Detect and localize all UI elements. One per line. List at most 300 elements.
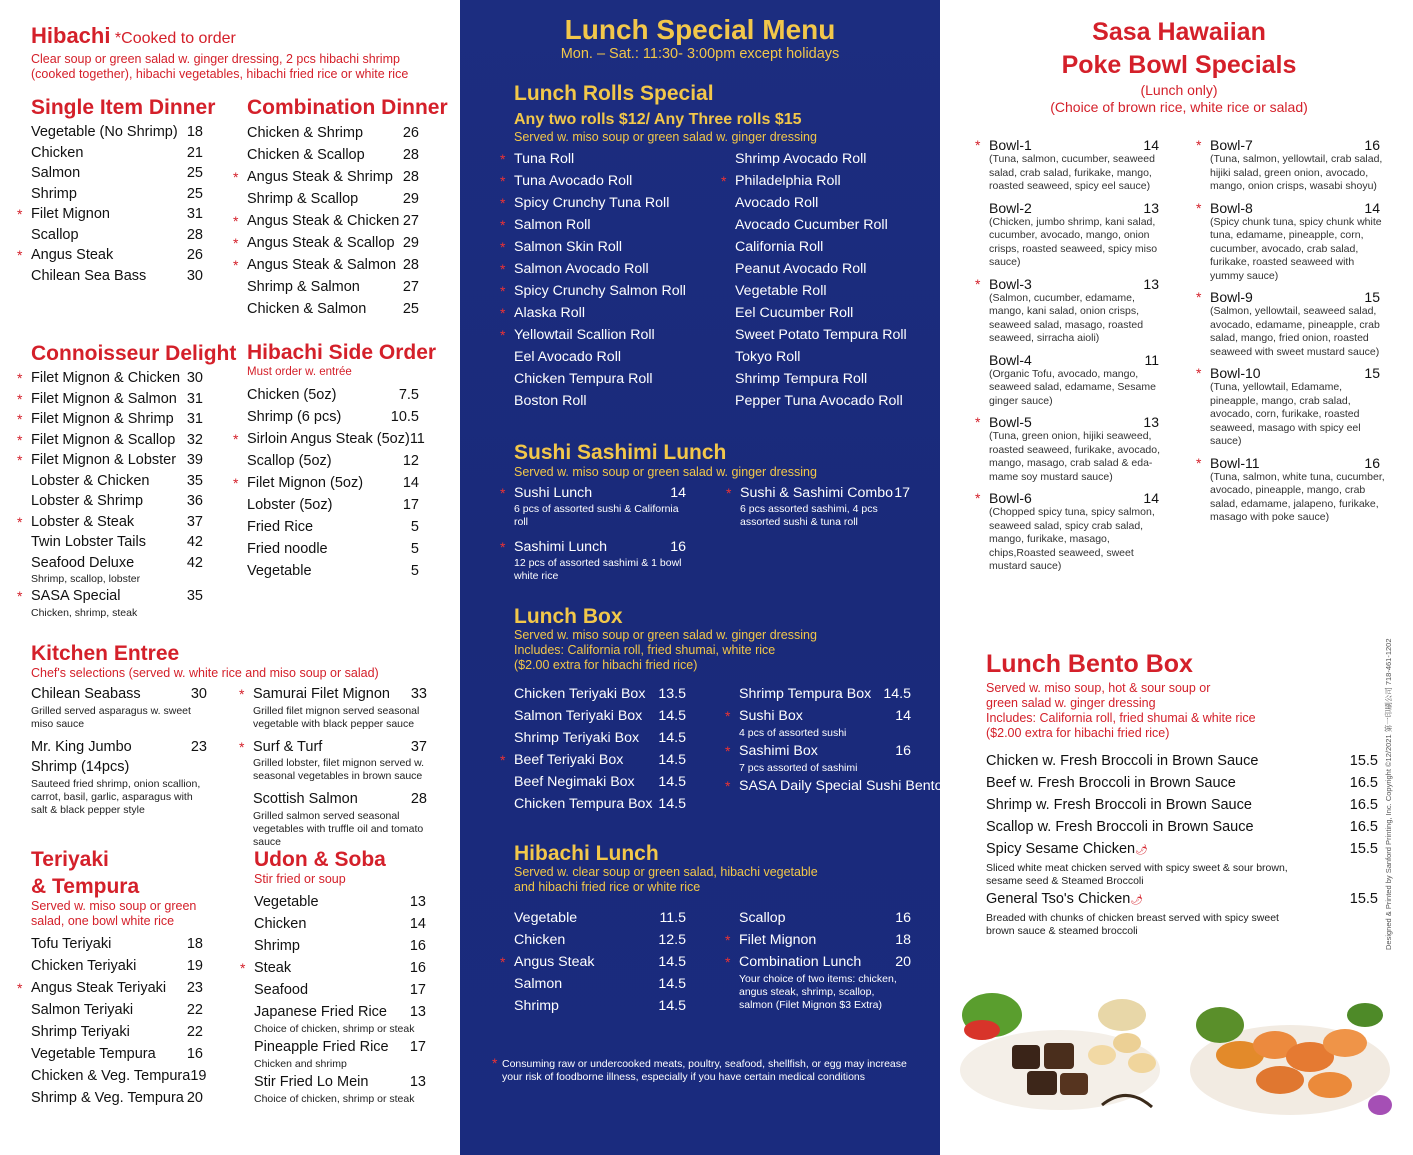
udon-title: Udon & Soba bbox=[254, 848, 386, 871]
menu-item-name: Bowl-10 * bbox=[1196, 365, 1261, 381]
menu-item-name: Chicken Tempura Roll bbox=[514, 371, 653, 387]
menu-item-price: 16 bbox=[409, 960, 426, 976]
menu-item bbox=[514, 973, 686, 995]
menu-item-name: Chicken Tempura Box bbox=[514, 796, 653, 812]
menu-item-name: Angus Steak Teriyaki * bbox=[31, 977, 166, 999]
menu-item-row bbox=[500, 749, 686, 771]
menu-item-price: 7.5 bbox=[398, 387, 419, 403]
menu-item-row bbox=[247, 384, 419, 406]
menu-item-name: Chicken bbox=[514, 932, 566, 948]
menu-item bbox=[31, 225, 203, 246]
menu-item bbox=[17, 430, 203, 451]
menu-item-name: Avocado Cucumber Roll bbox=[735, 217, 888, 233]
menu-item-name: Lobster & Shrimp bbox=[31, 493, 144, 509]
menu-item-price: 15.5 bbox=[1349, 841, 1378, 857]
menu-item-row bbox=[247, 122, 419, 144]
menu-item-name: General Tso's Chicken🌶 bbox=[986, 891, 1144, 907]
menu-item-price: 37 bbox=[410, 738, 427, 755]
menu-item-name: Salmon Avocado Roll * bbox=[514, 258, 649, 280]
menu-item-row bbox=[31, 684, 207, 705]
sushi-left-list bbox=[500, 483, 686, 591]
menu-item bbox=[989, 200, 1159, 270]
box-title: Lunch Box bbox=[514, 605, 623, 628]
menu-item-price: 16.5 bbox=[1349, 819, 1378, 835]
bento-title: Lunch Bento Box bbox=[986, 650, 1193, 678]
menu-item-name: Sushi Box * bbox=[739, 705, 803, 727]
menu-item-name: Sweet Potato Tempura Roll bbox=[735, 327, 907, 343]
star-marker: * bbox=[725, 708, 731, 724]
sushi-right-list bbox=[726, 483, 910, 537]
menu-item-price: 30 bbox=[190, 686, 207, 702]
menu-item bbox=[247, 384, 419, 406]
menu-item-row bbox=[17, 977, 203, 999]
rolls-right-list bbox=[721, 148, 935, 412]
menu-item-row bbox=[975, 137, 1159, 153]
menu-item-row bbox=[233, 232, 419, 254]
teriyaki-list bbox=[17, 933, 207, 1109]
menu-item-desc: 4 pcs of assorted sushi bbox=[739, 727, 847, 739]
menu-item-row bbox=[240, 957, 426, 979]
menu-item bbox=[247, 450, 419, 472]
menu-item-price: 25 bbox=[402, 301, 419, 317]
menu-item bbox=[247, 122, 419, 144]
rolls-offer: Any two rolls $12/ Any Three rolls $15 bbox=[514, 111, 802, 128]
menu-item-name: Filet Mignon & Lobster * bbox=[31, 450, 176, 471]
menu-item-row bbox=[989, 200, 1159, 216]
bento-sub-3: Includes: California roll, fried shumai & white rice bbox=[986, 711, 1256, 725]
menu-item-price: 13.5 bbox=[658, 686, 686, 702]
star-marker: * bbox=[233, 213, 239, 229]
menu-item-desc: 6 pcs of assorted sushi & California roll bbox=[514, 503, 679, 528]
menu-item-row bbox=[31, 955, 203, 977]
menu-item-price: 31 bbox=[186, 411, 203, 427]
menu-item-price: 20 bbox=[186, 1090, 203, 1106]
kitchen-left-list bbox=[31, 684, 207, 823]
menu-item bbox=[31, 1043, 203, 1065]
menu-item bbox=[500, 148, 729, 170]
menu-item-row bbox=[735, 368, 935, 390]
menu-item-desc: Grilled served asparagus w. sweet miso sauce bbox=[31, 704, 191, 730]
menu-item-row bbox=[1196, 137, 1380, 153]
menu-item-name: Beef Teriyaki Box * bbox=[514, 749, 623, 771]
star-marker: * bbox=[233, 431, 239, 447]
menu-item bbox=[17, 977, 203, 999]
menu-item bbox=[31, 933, 203, 955]
menu-item-price: 14.5 bbox=[883, 686, 911, 702]
menu-item-row bbox=[31, 225, 203, 246]
menu-item-name: Bowl-8 * bbox=[1196, 199, 1253, 216]
menu-item-name: Angus Steak & Chicken * bbox=[247, 210, 399, 232]
menu-item-desc: Shrimp, scallop, lobster bbox=[31, 573, 141, 585]
menu-item-name: Bowl-3 * bbox=[975, 275, 1032, 292]
menu-item-name: Chicken & Salmon bbox=[247, 301, 367, 317]
menu-item-row bbox=[31, 122, 203, 143]
menu-item-row bbox=[725, 705, 911, 727]
menu-item-desc: (Tuna, yellowtail, Edamame, pineapple, mango, crab salad, avocado, corn, furikake, roasted seaweed, masago with spicy eel sauce) bbox=[1210, 381, 1361, 447]
menu-item-row bbox=[1196, 289, 1380, 305]
menu-item-name: Seafood bbox=[254, 982, 309, 998]
menu-item-name: Angus Steak & Scallop * bbox=[247, 232, 395, 254]
menu-item bbox=[17, 409, 203, 430]
teriyaki-sub: Served w. miso soup or green salad, one bowl white rice bbox=[31, 899, 197, 928]
menu-item bbox=[735, 214, 935, 236]
menu-item-price: 28 bbox=[186, 226, 203, 243]
lunch-special-panel bbox=[460, 0, 987, 1155]
menu-item-desc: Choice of chicken, shrimp or steak bbox=[254, 1023, 415, 1035]
menu-item-name: Bowl-7 * bbox=[1196, 137, 1253, 153]
star-marker: * bbox=[500, 261, 506, 277]
menu-item bbox=[1196, 199, 1382, 284]
menu-item-desc: Sauteed fried shrimp, onion scallion, carrot, basil, garlic, asparagus with salt & black pepper style bbox=[31, 777, 201, 816]
menu-item-row bbox=[254, 979, 426, 1001]
menu-item-name: Combination Lunch * bbox=[739, 951, 861, 973]
menu-item-row bbox=[735, 390, 935, 412]
menu-item-name: Angus Steak & Shrimp * bbox=[247, 166, 393, 188]
menu-item-price: 26 bbox=[186, 247, 203, 263]
menu-item bbox=[247, 406, 419, 428]
menu-item-price: 14.5 bbox=[658, 998, 686, 1014]
menu-item bbox=[17, 204, 203, 225]
menu-item-price: 16.5 bbox=[1349, 775, 1378, 791]
star-marker: * bbox=[17, 370, 23, 386]
udon-list bbox=[240, 891, 426, 1106]
menu-item-row bbox=[31, 143, 203, 164]
menu-item bbox=[725, 951, 911, 1012]
box-sub-2: Includes: California roll, fried shumai, white rice bbox=[514, 643, 776, 657]
menu-item bbox=[986, 750, 1378, 772]
menu-item-name: Vegetable Roll bbox=[735, 283, 827, 299]
menu-item-name: Bowl-2 bbox=[989, 199, 1032, 216]
menu-item-price: 15.5 bbox=[1349, 891, 1378, 907]
menu-item bbox=[247, 276, 419, 298]
menu-item-name: Filet Mignon * bbox=[31, 204, 110, 225]
menu-item-name: Angus Steak * bbox=[514, 951, 594, 973]
menu-item-price: 5 bbox=[410, 541, 419, 557]
menu-item bbox=[726, 483, 910, 529]
menu-item-price: 14 bbox=[1143, 490, 1159, 506]
menu-item-name: Chicken bbox=[254, 916, 307, 932]
menu-item-name: Philadelphia Roll * bbox=[735, 170, 841, 192]
menu-item-row bbox=[514, 907, 686, 929]
menu-item bbox=[975, 275, 1159, 346]
menu-item bbox=[31, 955, 203, 977]
menu-item-name: Spicy Crunchy Tuna Roll * bbox=[514, 192, 669, 214]
menu-item bbox=[514, 727, 686, 749]
menu-item-name: Stir Fried Lo Mein bbox=[254, 1074, 369, 1090]
menu-item-price: 16 bbox=[895, 910, 911, 926]
poke-header bbox=[945, 16, 1413, 116]
menu-item bbox=[514, 368, 729, 390]
menu-item-desc: Sliced white meat chicken served with spicy sweet & sour brown, sesame seed & Steamed Broccoli bbox=[986, 862, 1288, 887]
rolls-title: Lunch Rolls Special bbox=[514, 82, 714, 105]
sushi-title: Sushi Sashimi Lunch bbox=[514, 441, 727, 464]
menu-item-row bbox=[725, 951, 911, 973]
menu-item-row bbox=[247, 298, 419, 320]
menu-item-price: 14 bbox=[1143, 137, 1159, 153]
menu-item-desc: (Tuna, green onion, hijiki seaweed, roasted seaweed, furikake, avocado, mango, masago, crab salad & eda-mame soy mustard sauce) bbox=[989, 430, 1161, 483]
menu-item-desc: (Salmon, cucumber, edamame, mango, kani salad, onion crisps, seaweed salad, masago, roasted seaweed, sirracha aioli) bbox=[989, 291, 1144, 344]
hibachi-desc-2: (cooked together), hibachi vegetables, hibachi fried rice or white rice bbox=[31, 67, 409, 81]
menu-item bbox=[31, 684, 207, 731]
menu-item-name: Fried noodle bbox=[247, 541, 328, 557]
menu-item-price: 15.5 bbox=[1349, 753, 1378, 769]
menu-item bbox=[31, 143, 203, 164]
menu-item-price: 28 bbox=[402, 257, 419, 273]
menu-item-name: Avocado Roll bbox=[735, 195, 819, 211]
menu-item bbox=[254, 1071, 426, 1106]
menu-item-price: 30 bbox=[186, 370, 203, 386]
menu-item bbox=[514, 793, 686, 815]
menu-item bbox=[735, 324, 935, 346]
menu-item-name: Mr. King Jumbo Shrimp (14pcs) bbox=[31, 738, 132, 775]
menu-item bbox=[725, 705, 911, 740]
chili-pepper-icon: 🌶 bbox=[1130, 895, 1144, 906]
udon-section bbox=[240, 848, 426, 1106]
kitchen-section bbox=[31, 642, 431, 681]
menu-item-row bbox=[739, 907, 911, 929]
menu-item-row bbox=[247, 188, 419, 210]
menu-item-row bbox=[514, 705, 686, 727]
single-item-list bbox=[17, 122, 203, 286]
box-left-list bbox=[500, 683, 686, 815]
menu-item-name: Filet Mignon * bbox=[739, 929, 816, 951]
menu-item-row bbox=[233, 210, 419, 232]
menu-item-desc: (Tuna, salmon, white tuna, cucumber, avocado, pineapple, mango, crab salad, edamame, jalapeno, furikake, masago with poke sauce) bbox=[1210, 470, 1385, 523]
menu-item-row bbox=[1196, 454, 1380, 471]
star-marker: * bbox=[500, 954, 506, 970]
menu-item bbox=[247, 560, 419, 582]
menu-item-price: 14.5 bbox=[658, 976, 686, 992]
menu-item-price: 18 bbox=[970, 778, 987, 794]
menu-item-row bbox=[239, 684, 427, 705]
menu-item bbox=[725, 929, 911, 951]
menu-item bbox=[500, 302, 729, 324]
side-order-title: Hibachi Side Order bbox=[247, 341, 437, 364]
menu-item bbox=[253, 789, 427, 849]
menu-item-price: 17 bbox=[894, 485, 910, 501]
combination-list bbox=[233, 122, 419, 320]
star-marker: * bbox=[17, 513, 23, 530]
menu-item-price: 14 bbox=[402, 475, 419, 491]
menu-item-name: Shrimp w. Fresh Broccoli in Brown Sauce bbox=[986, 797, 1252, 813]
menu-item-row bbox=[247, 560, 419, 582]
star-marker: * bbox=[500, 283, 506, 299]
menu-item bbox=[514, 995, 686, 1017]
menu-item-price: 26 bbox=[402, 125, 419, 141]
menu-item-price: 13 bbox=[409, 1074, 426, 1090]
star-marker: * bbox=[500, 195, 506, 211]
star-marker: * bbox=[17, 452, 23, 468]
menu-item bbox=[500, 280, 729, 302]
menu-item-row bbox=[247, 144, 419, 166]
star-marker: * bbox=[721, 173, 727, 189]
menu-item bbox=[500, 324, 729, 346]
star-marker: * bbox=[233, 257, 239, 273]
menu-item-row bbox=[31, 1065, 207, 1087]
menu-item-price: 11 bbox=[409, 431, 425, 447]
menu-item-row bbox=[31, 737, 207, 778]
menu-item bbox=[725, 740, 911, 775]
menu-item-row bbox=[247, 450, 419, 472]
menu-item-price: 25 bbox=[186, 165, 203, 181]
star-marker: * bbox=[233, 169, 239, 185]
menu-item bbox=[500, 236, 729, 258]
menu-item-row bbox=[735, 192, 935, 214]
menu-item-price: 28 bbox=[402, 147, 419, 163]
menu-item-row bbox=[500, 951, 686, 973]
menu-item bbox=[500, 170, 729, 192]
star-marker: * bbox=[17, 206, 23, 222]
hibachi-steak-photo bbox=[952, 985, 1168, 1125]
menu-item-price: 13 bbox=[409, 1004, 426, 1020]
warning-line-2: your risk of foodborne illness, especially if you have certain medical conditions bbox=[502, 1071, 866, 1083]
menu-item-row bbox=[986, 816, 1378, 838]
menu-item-price: 42 bbox=[186, 554, 203, 571]
menu-item-desc: Breaded with chunks of chicken breast served with spicy sweet brown sauce & steamed broccoli bbox=[986, 912, 1279, 937]
bento-sub-1: Served w. miso soup, hot & sour soup or bbox=[986, 681, 1211, 695]
warning-line-1: Consuming raw or undercooked meats, poultry, seafood, shellfish, or egg may increase bbox=[502, 1058, 907, 1070]
hibachi-header bbox=[31, 24, 451, 82]
menu-item-price: 16 bbox=[186, 1046, 203, 1062]
menu-item-desc: (Organic Tofu, avocado, mango, seaweed salad, edamame, Sesame ginger sauce) bbox=[989, 367, 1156, 407]
menu-item-row bbox=[31, 491, 203, 512]
menu-item-desc: 7 pcs assorted of sashimi bbox=[739, 762, 858, 774]
menu-item-name: Salmon bbox=[31, 165, 81, 181]
menu-item bbox=[233, 210, 419, 232]
star-marker: * bbox=[240, 960, 246, 976]
menu-item bbox=[975, 490, 1159, 574]
menu-item-price: 13 bbox=[1143, 199, 1159, 216]
menu-item bbox=[735, 258, 935, 280]
menu-item-name: Scallop (5oz) bbox=[247, 453, 332, 469]
teriyaki-section bbox=[17, 848, 207, 1109]
menu-item-name: SASA Daily Special Sushi Bento Box * bbox=[739, 775, 971, 797]
menu-item bbox=[247, 516, 419, 538]
menu-item-name: Vegetable Tempura bbox=[31, 1046, 156, 1062]
menu-item bbox=[735, 236, 935, 258]
star-marker: * bbox=[725, 778, 731, 794]
menu-item bbox=[247, 188, 419, 210]
menu-item-name: Salmon Teriyaki Box bbox=[514, 708, 643, 724]
menu-item-row bbox=[1196, 365, 1380, 381]
menu-item-row bbox=[500, 483, 686, 503]
menu-item bbox=[739, 683, 911, 705]
menu-item-row bbox=[500, 258, 729, 280]
star-marker: * bbox=[17, 588, 23, 604]
menu-item-row bbox=[31, 471, 203, 492]
menu-item-row bbox=[986, 794, 1378, 816]
menu-item-row bbox=[31, 933, 203, 955]
menu-item-desc: (Tuna, salmon, yellowtail, crab salad, hijiki salad, green onion, avocado, mango, onion crisps, wasabi shoyu) bbox=[1210, 153, 1383, 192]
menu-item-price: 31 bbox=[186, 390, 203, 407]
menu-item-name: Shrimp (6 pcs) bbox=[247, 409, 342, 425]
menu-item-name: Tuna Avocado Roll * bbox=[514, 170, 632, 192]
menu-item-name: Chicken bbox=[31, 144, 84, 161]
kitchen-right-list bbox=[239, 684, 427, 855]
menu-item-row bbox=[31, 553, 203, 574]
star-marker: * bbox=[1196, 365, 1202, 381]
menu-item-row bbox=[986, 838, 1378, 862]
star-marker: * bbox=[725, 743, 731, 759]
menu-item bbox=[500, 749, 686, 771]
menu-item-name: Vegetable bbox=[514, 910, 578, 926]
menu-item-price: 25 bbox=[186, 185, 203, 202]
menu-item bbox=[247, 144, 419, 166]
menu-item bbox=[254, 1001, 426, 1036]
menu-item-price: 15 bbox=[1364, 365, 1380, 381]
lunch-hours: Mon. – Sat.: 11:30- 3:00pm except holidays bbox=[560, 46, 840, 62]
menu-item-name: Chicken Teriyaki bbox=[31, 958, 137, 974]
menu-item-name: Chicken & Shrimp bbox=[247, 125, 364, 141]
menu-item-price: 17 bbox=[409, 982, 426, 998]
menu-item-price: 32 bbox=[186, 431, 203, 448]
star-marker: * bbox=[500, 485, 506, 501]
menu-item-row bbox=[735, 346, 935, 368]
menu-item-price: 23 bbox=[186, 980, 203, 996]
menu-item-price: 10.5 bbox=[390, 409, 419, 425]
menu-item-row bbox=[17, 586, 203, 607]
menu-item-row bbox=[739, 683, 911, 705]
menu-item-name: Filet Mignon & Salmon * bbox=[31, 389, 177, 410]
menu-item-name: Shrimp & Salmon bbox=[247, 279, 360, 295]
menu-item-name: Chicken & Veg. Tempura bbox=[31, 1068, 191, 1084]
menu-item-row bbox=[247, 276, 419, 298]
menu-item-name: Shrimp bbox=[31, 185, 77, 202]
menu-item-row bbox=[725, 740, 911, 762]
menu-item bbox=[247, 494, 419, 516]
menu-item-row bbox=[254, 935, 426, 957]
star-marker: * bbox=[239, 686, 245, 702]
menu-item-row bbox=[233, 166, 419, 188]
menu-item-name: Chilean Sea Bass bbox=[31, 267, 147, 284]
menu-item-price: 13 bbox=[1143, 275, 1159, 292]
menu-item-price: 19 bbox=[186, 958, 203, 974]
menu-item-desc: 6 pcs assorted sashimi, 4 pcs assorted sushi & tuna roll bbox=[740, 503, 878, 528]
menu-item-row bbox=[31, 184, 203, 205]
star-marker: * bbox=[500, 305, 506, 321]
menu-item bbox=[500, 192, 729, 214]
menu-item bbox=[735, 280, 935, 302]
menu-item-row bbox=[514, 995, 686, 1017]
star-marker: * bbox=[233, 475, 239, 491]
menu-item-row bbox=[247, 538, 419, 560]
menu-item bbox=[1196, 454, 1385, 525]
menu-item-price: 18 bbox=[186, 124, 203, 140]
menu-item bbox=[735, 346, 935, 368]
hibachi-lunch-title: Hibachi Lunch bbox=[514, 842, 659, 865]
menu-item bbox=[17, 586, 203, 620]
menu-item-row bbox=[17, 430, 203, 451]
poke-right-list bbox=[1196, 137, 1385, 531]
menu-item-name: Fried Rice bbox=[247, 519, 314, 535]
menu-item-row bbox=[17, 245, 203, 266]
menu-item bbox=[735, 368, 935, 390]
menu-item-row bbox=[500, 214, 729, 236]
menu-item-row bbox=[986, 750, 1378, 772]
menu-item bbox=[31, 184, 203, 205]
menu-item-row bbox=[247, 516, 419, 538]
menu-item-name: Salmon Skin Roll * bbox=[514, 236, 622, 258]
menu-item-row bbox=[233, 472, 419, 494]
menu-item-price: 14 bbox=[670, 485, 686, 501]
hibachi-lunch-sub-1: Served w. clear soup or green salad, hibachi vegetable bbox=[514, 865, 818, 879]
star-marker: * bbox=[500, 752, 506, 768]
menu-item-name: Shrimp Teriyaki Box bbox=[514, 730, 640, 746]
warning-star: * bbox=[492, 1055, 498, 1071]
menu-item-name: Chicken w. Fresh Broccoli in Brown Sauce bbox=[986, 753, 1259, 769]
star-marker: * bbox=[17, 411, 23, 427]
poke-sub-2: (Choice of brown rice, white rice or salad) bbox=[1050, 99, 1308, 115]
